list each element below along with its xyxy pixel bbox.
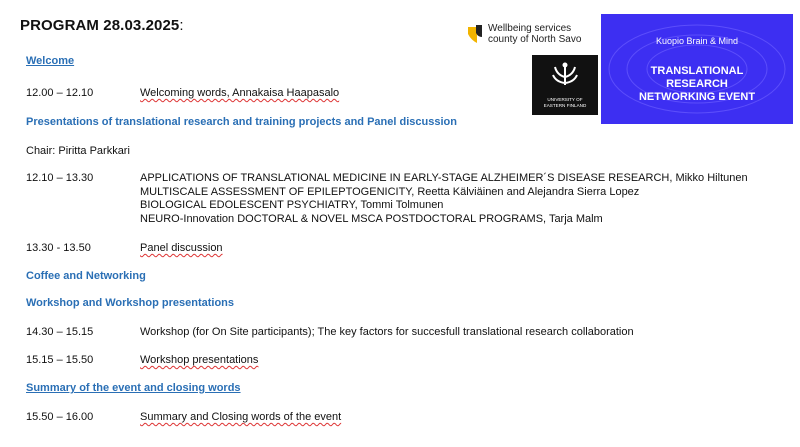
time-workshop-presentations: 15.15 – 15.50: [26, 354, 94, 366]
section-presentations: Presentations of translational research and training projects and Panel discussion: [26, 116, 457, 128]
uef-line1: UNIVERSITY OF: [547, 97, 583, 102]
kbm-event-banner: [601, 14, 793, 124]
desc-welcoming: [140, 87, 339, 99]
section-coffee: Coffee and Networking: [26, 270, 146, 282]
wellbeing-logo-icon: [466, 23, 484, 45]
section-summary: Summary of the event and closing words: [26, 382, 241, 394]
desc-closing: [140, 411, 341, 423]
talk-3: BIOLOGICAL EDOLESCENT PSYCHIATRY, Tommi Tolmunen: [140, 199, 444, 211]
desc-workshop: Workshop (for On Site participants); The key factors for succesfull translational research collaboration: [140, 326, 634, 338]
uef-line2: EASTERN FINLAND: [543, 102, 587, 108]
time-panel: 13.30 - 13.50: [26, 242, 91, 254]
section-workshop: Workshop and Workshop presentations: [26, 297, 235, 309]
kbm-line1: TRANSLATIONAL: [650, 65, 744, 77]
wsp-text: Workshop presentations: [140, 354, 259, 366]
welcoming-text: Welcoming words, Annakaisa Haapasalo: [140, 87, 340, 99]
kbm-line2: RESEARCH: [666, 78, 728, 90]
wellbeing-services-logo: [466, 23, 596, 47]
time-talks: 12.10 – 13.30: [26, 172, 94, 184]
title-text: PROGRAM 28.03.2025: [20, 17, 180, 34]
talk-2: MULTISCALE ASSESSMENT OF EPILEPTOGENICITY, Reetta Kälviäinen and Alejandra Sierra Lopez: [140, 186, 640, 198]
uef-emblem-icon: [532, 55, 598, 97]
page-title: [20, 17, 184, 34]
desc-panel: [140, 242, 223, 254]
section-welcome: Welcome: [26, 55, 75, 67]
wellbeing-line2: county of North Savo: [488, 34, 582, 45]
panel-text: Panel discussion: [140, 242, 223, 254]
chair-line: Chair: Piritta Parkkari: [26, 145, 130, 157]
closing-text: Summary and Closing words of the event: [140, 411, 342, 423]
kbm-event-title: [601, 65, 793, 104]
talk-4: NEURO-Innovation DOCTORAL & NOVEL MSCA POSTDOCTORAL PROGRAMS, Tarja Malm: [140, 213, 603, 225]
desc-workshop-presentations: [140, 354, 258, 366]
kbm-line3: NETWORKING EVENT: [638, 91, 756, 103]
time-workshop: 14.30 – 15.15: [26, 326, 94, 338]
wellbeing-line1: Wellbeing services: [488, 23, 572, 34]
talk-1: APPLICATIONS OF TRANSLATIONAL MEDICINE IN EARLY-STAGE ALZHEIMER´S DISEASE RESEARCH, Mikko Hiltunen: [140, 172, 748, 184]
time-welcoming: 12.00 – 12.10: [26, 87, 94, 99]
title-colon: :: [179, 17, 184, 34]
uef-logo: [532, 55, 598, 115]
time-closing: 15.50 – 16.00: [26, 411, 94, 423]
kbm-top-label: Kuopio Brain & Mind: [655, 36, 739, 46]
